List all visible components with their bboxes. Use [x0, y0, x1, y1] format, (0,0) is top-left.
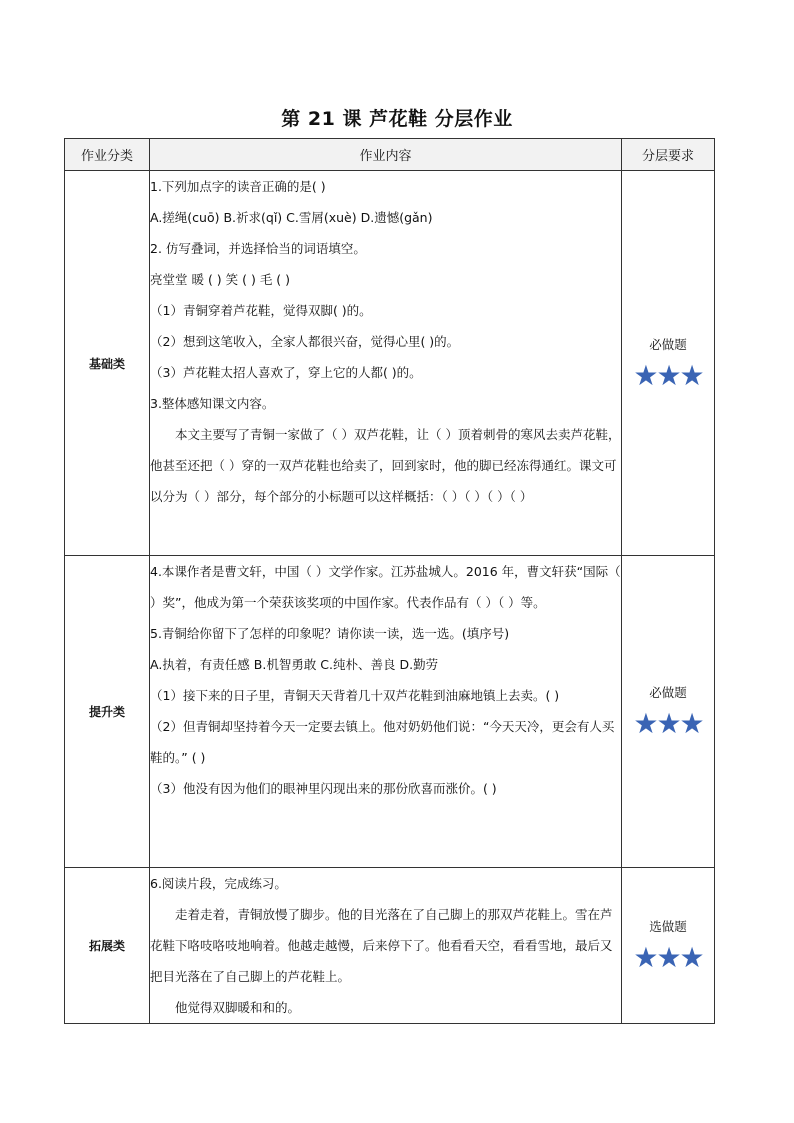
category-advanced: 提升类 — [65, 556, 150, 868]
question-3-paragraph: 本文主要写了青铜一家做了（ ）双芦花鞋，让（ ）顶着刺骨的寒风去卖芦花鞋，他甚至还把（ ）穿的一双芦花鞋也给卖了，回到家时，他的脚已经冻得通红。课文可以分为（ ）部分，每个部分的小标题可以这样概括：（ ）（ ）（ ）（ ） — [150, 427, 621, 504]
requirement-extension — [622, 868, 715, 1024]
homework-table — [64, 138, 715, 1024]
star-rating-icon: ★★★ — [633, 358, 703, 392]
header-content: 作业内容 — [150, 139, 622, 171]
category-extension: 拓展类 — [65, 868, 150, 1024]
question-2-item-2: （2）想到这笔收入，全家人都很兴奋，觉得心里( )的。 — [150, 334, 460, 349]
question-5-options: A.执着，有责任感 B.机智勇敢 C.纯朴、善良 D.勤劳 — [150, 657, 439, 672]
requirement-advanced — [622, 556, 715, 868]
page-title: 第 21 课 芦花鞋 分层作业 — [281, 108, 513, 130]
question-5-item-2: （2）但青铜却坚持着今天一定要去镇上。他对奶奶他们说：“今天天冷，更会有人买鞋的。” ( ) — [150, 719, 615, 765]
header-requirement: 分层要求 — [622, 139, 715, 171]
category-basic: 基础类 — [65, 171, 150, 556]
question-2-item-3: （3）芦花鞋太招人喜欢了，穿上它的人都( )的。 — [150, 365, 422, 380]
question-3: 3.整体感知课文内容。 — [150, 396, 275, 411]
requirement-label: 选做题 — [649, 919, 687, 934]
question-2: 2. 仿写叠词，并选择恰当的词语填空。 — [150, 241, 366, 256]
question-5: 5.青铜给你留下了怎样的印象呢？请你读一读，选一选。(填序号) — [150, 626, 510, 641]
requirement-basic — [622, 171, 715, 556]
header-row — [65, 139, 715, 171]
table-row-basic — [65, 171, 715, 556]
table-row-extension — [65, 868, 715, 1024]
question-6-passage: 走着走着，青铜放慢了脚步。他的目光落在了自己脚上的那双芦花鞋上。雪在芦花鞋下咯吱咯吱地响着。他越走越慢，后来停下了。他看看天空，看看雪地，最后又把目光落在了自己脚上的芦花鞋上。 — [150, 907, 613, 984]
header-category: 作业分类 — [65, 139, 150, 171]
question-2-item-1: （1）青铜穿着芦花鞋，觉得双脚( )的。 — [150, 303, 372, 318]
question-6: 6.阅读片段，完成练习。 — [150, 876, 287, 891]
question-2-examples: 亮堂堂 暖 ( ) 笑 ( ) 毛 ( ) — [150, 272, 291, 287]
table-row-advanced — [65, 556, 715, 868]
star-rating-icon: ★★★ — [633, 707, 703, 740]
question-4: 4.本课作者是曹文轩，中国（ ）文学作家。江苏盐城人。2016 年，曹文轩获“国际（ ）奖”，他成为第一个荣获该奖项的中国作家。代表作品有（ ）（ ）等。 — [150, 564, 621, 610]
content-basic — [150, 171, 622, 556]
requirement-label: 必做题 — [649, 685, 687, 700]
content-extension — [150, 868, 622, 1024]
question-1: 1.下列加点字的读音正确的是( ) — [150, 179, 326, 194]
question-5-item-3: （3）他没有因为他们的眼神里闪现出来的那份欣喜而涨价。( ) — [150, 781, 497, 796]
content-advanced — [150, 556, 622, 868]
question-1-options: A.搓绳(cuō) B.祈求(qǐ) C.雪屑(xuè) D.遗憾(gǎn) — [150, 210, 433, 225]
question-5-item-1: （1）接下来的日子里，青铜天天背着几十双芦花鞋到油麻地镇上去卖。( ) — [150, 688, 560, 703]
question-6-passage-end: 他觉得双脚暖和和的。 — [175, 1000, 301, 1015]
requirement-label: 必做题 — [649, 336, 687, 352]
star-rating-icon: ★★★ — [633, 941, 703, 974]
